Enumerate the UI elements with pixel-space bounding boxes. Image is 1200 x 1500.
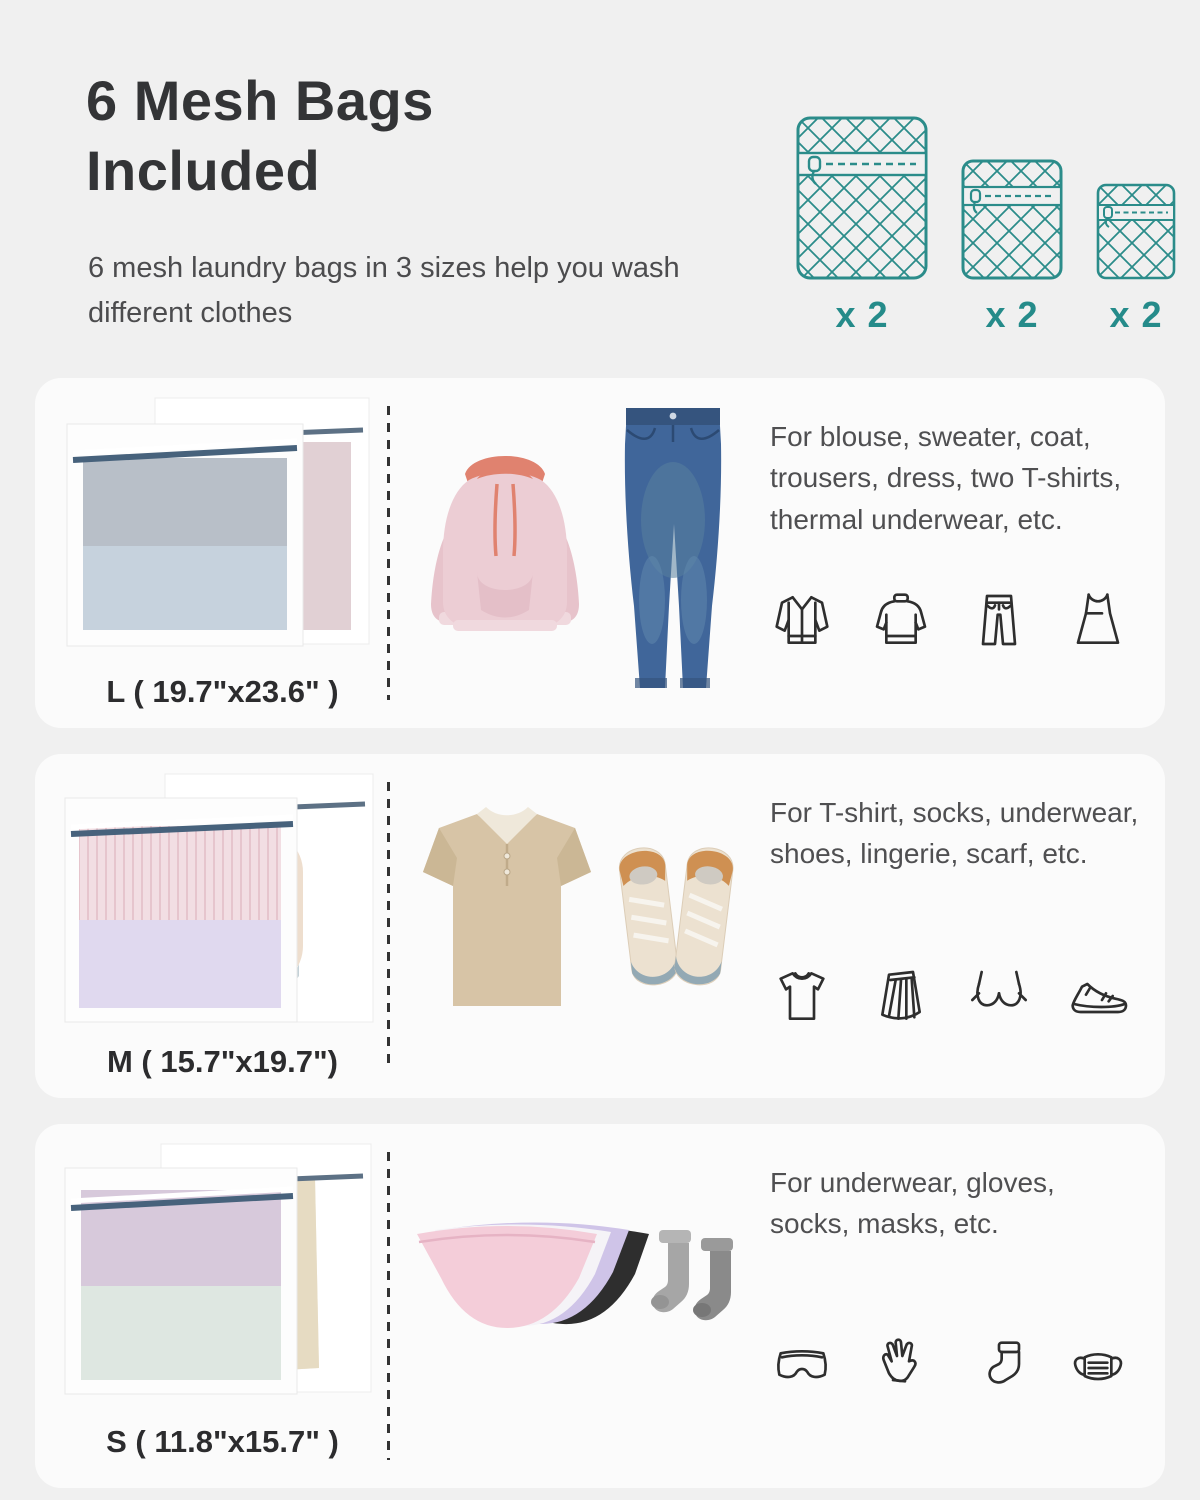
dashed-divider [387, 406, 390, 700]
jacket-icon [770, 588, 834, 652]
underwear-icon [770, 1336, 834, 1400]
clothes-photo-medium [407, 768, 757, 1084]
bra-icon [967, 964, 1031, 1028]
overview-large-bag [796, 116, 928, 336]
size-label-medium: M ( 15.7"x19.7") [106, 1044, 338, 1079]
title-line-2: Included [86, 139, 321, 202]
skirt-icon [869, 964, 933, 1028]
front-bag [65, 1168, 297, 1394]
polo-shirt-photo [423, 807, 591, 1006]
mesh-bags-photo-large [57, 392, 387, 654]
shoe-icon [1066, 964, 1130, 1028]
mask-icon [1066, 1336, 1130, 1400]
size-card-large [35, 378, 1165, 728]
medium-bag-count: x 2 [985, 294, 1039, 335]
mesh-bags-photo-small [57, 1138, 387, 1400]
dress-icon [1066, 588, 1130, 652]
dashed-divider [387, 782, 390, 1070]
page-subtitle: 6 mesh laundry bags in 3 sizes help you wash different clothes [88, 252, 680, 329]
use-description-medium: For T-shirt, socks, underwear, shoes, lingerie, scarf, etc. [770, 797, 1139, 870]
sneakers-photo [617, 845, 735, 987]
glove-icon [869, 1336, 933, 1400]
mesh-bag-small-icon [1096, 183, 1176, 280]
overview-medium-bag [961, 159, 1063, 336]
dashed-divider [387, 1152, 390, 1460]
title-line-1: 6 Mesh Bags [86, 69, 434, 132]
mesh-bag-large-icon [796, 116, 928, 280]
mesh-bags-photo-medium [57, 768, 387, 1030]
garment-icon-row-small [770, 1336, 1130, 1400]
left-sock [651, 1230, 691, 1312]
garment-icon-row-large [770, 588, 1130, 652]
garment-icon-row-medium [770, 964, 1130, 1028]
mesh-bag-medium-icon [961, 159, 1063, 280]
front-bag [65, 798, 297, 1022]
sock-icon [967, 1336, 1031, 1400]
underwear-photo [417, 1222, 649, 1328]
large-bag-count: x 2 [835, 294, 889, 335]
size-card-medium [35, 754, 1165, 1098]
front-bag [67, 424, 303, 646]
socks-photo [651, 1230, 733, 1320]
t-shirt-icon [770, 964, 834, 1028]
jeans-photo [625, 408, 721, 688]
use-description-small: For underwear, gloves, socks, masks, etc. [770, 1167, 1055, 1240]
size-label-small: S ( 11.8"x15.7" ) [106, 1424, 339, 1459]
bag-size-overview [796, 116, 1176, 336]
size-label-large: L ( 19.7"x23.6" ) [106, 674, 339, 709]
size-card-small [35, 1124, 1165, 1488]
trousers-icon [967, 588, 1031, 652]
small-bag-count: x 2 [1109, 294, 1163, 335]
use-description-large: For blouse, sweater, coat, trousers, dress, two T-shirts, thermal underwear, etc. [770, 421, 1122, 535]
page-title [86, 66, 434, 206]
right-sock [693, 1238, 733, 1320]
clothes-photo-small [407, 1138, 757, 1454]
clothes-photo-large [407, 392, 757, 708]
sweater-icon [869, 588, 933, 652]
overview-small-bag [1096, 183, 1176, 336]
hoodie-photo [431, 456, 579, 631]
